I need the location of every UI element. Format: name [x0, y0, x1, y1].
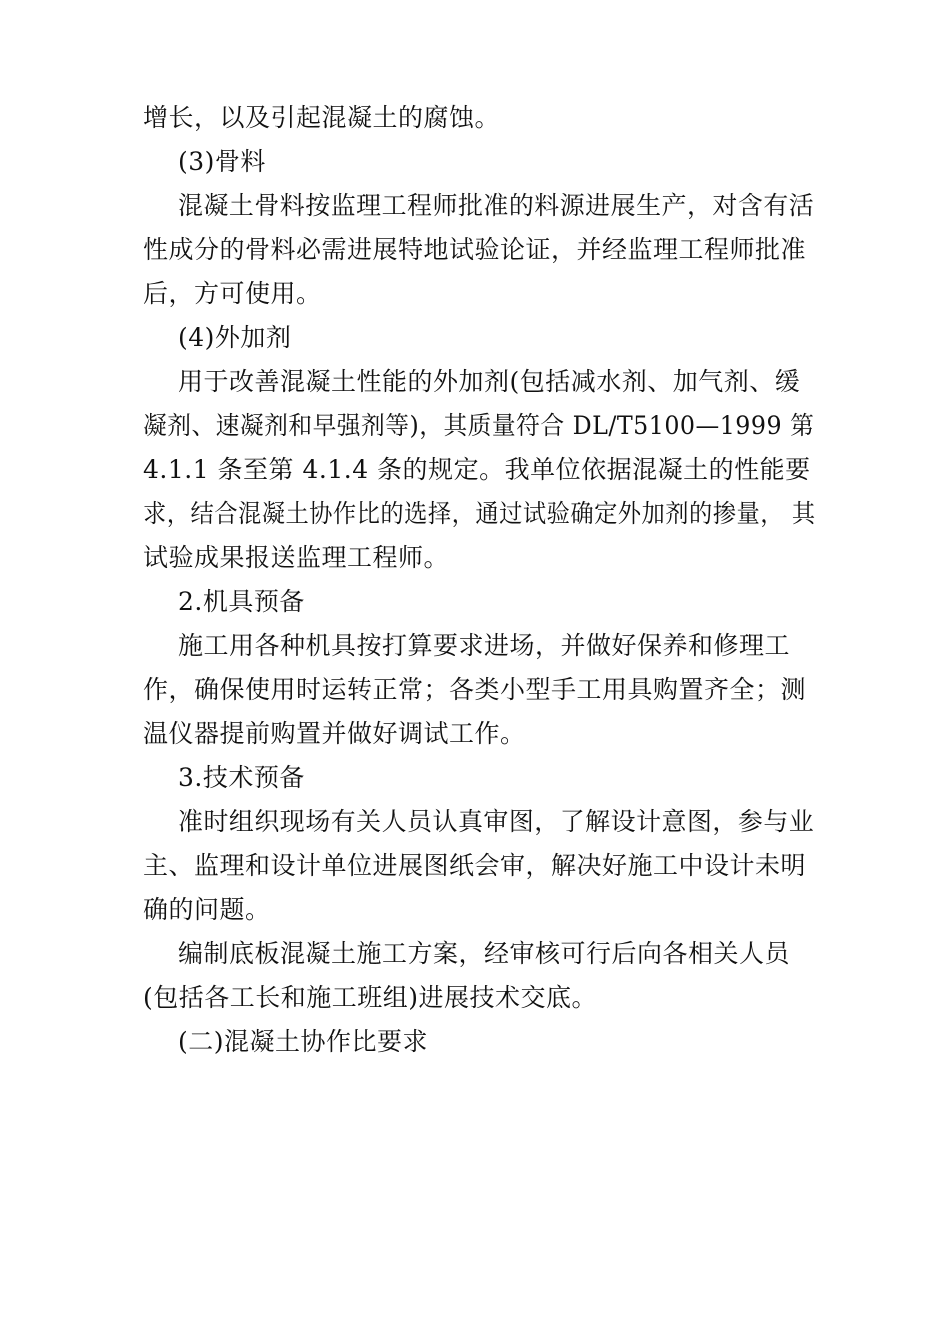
text-line: 性成分的骨料必需进展特地试验论证，并经监理工程师批准	[143, 235, 807, 264]
text-line: 施工用各种机具按打算要求进场，并做好保养和修理工	[178, 631, 791, 660]
text-line: 求，结合混凝土协作比的选择，通过试验确定外加剂的掺量， 其	[143, 499, 816, 528]
text-line: 温仪器提前购置并做好调试工作。	[143, 719, 526, 748]
text-line: 准时组织现场有关人员认真审图，了解设计意图，参与业	[178, 807, 815, 836]
section-heading: 3.技术预备	[178, 763, 305, 792]
text-line: 主、监理和设计单位进展图纸会审，解决好施工中设计未明	[143, 851, 807, 880]
text-line: 作，确保使用时运转正常；各类小型手工用具购置齐全；测	[143, 675, 807, 704]
text-line: (包括各工长和施工班组)进展技术交底。	[143, 983, 598, 1012]
text-line: 后，方可使用。	[143, 279, 322, 308]
section-heading: (3)骨料	[178, 147, 266, 176]
section-heading: (二)混凝土协作比要求	[178, 1027, 429, 1056]
text-line: 增长，以及引起混凝土的腐蚀。	[143, 103, 501, 132]
text-line: 4.1.1 条至第 4.1.4 条的规定。我单位依据混凝土的性能要	[143, 455, 811, 484]
text-line: 试验成果报送监理工程师。	[143, 543, 450, 572]
text-line: 混凝土骨料按监理工程师批准的料源进展生产，对含有活	[178, 191, 815, 220]
section-heading: (4)外加剂	[178, 323, 292, 352]
section-heading: 2.机具预备	[178, 587, 305, 616]
text-line: 用于改善混凝土性能的外加剂(包括减水剂、加气剂、缓	[178, 367, 801, 396]
text-line: 确的问题。	[143, 895, 271, 924]
text-line: 编制底板混凝土施工方案，经审核可行后向各相关人员	[178, 939, 791, 968]
text-line: 凝剂、速凝剂和早强剂等)，其质量符合 DL/T5100—1999 第	[143, 411, 815, 440]
